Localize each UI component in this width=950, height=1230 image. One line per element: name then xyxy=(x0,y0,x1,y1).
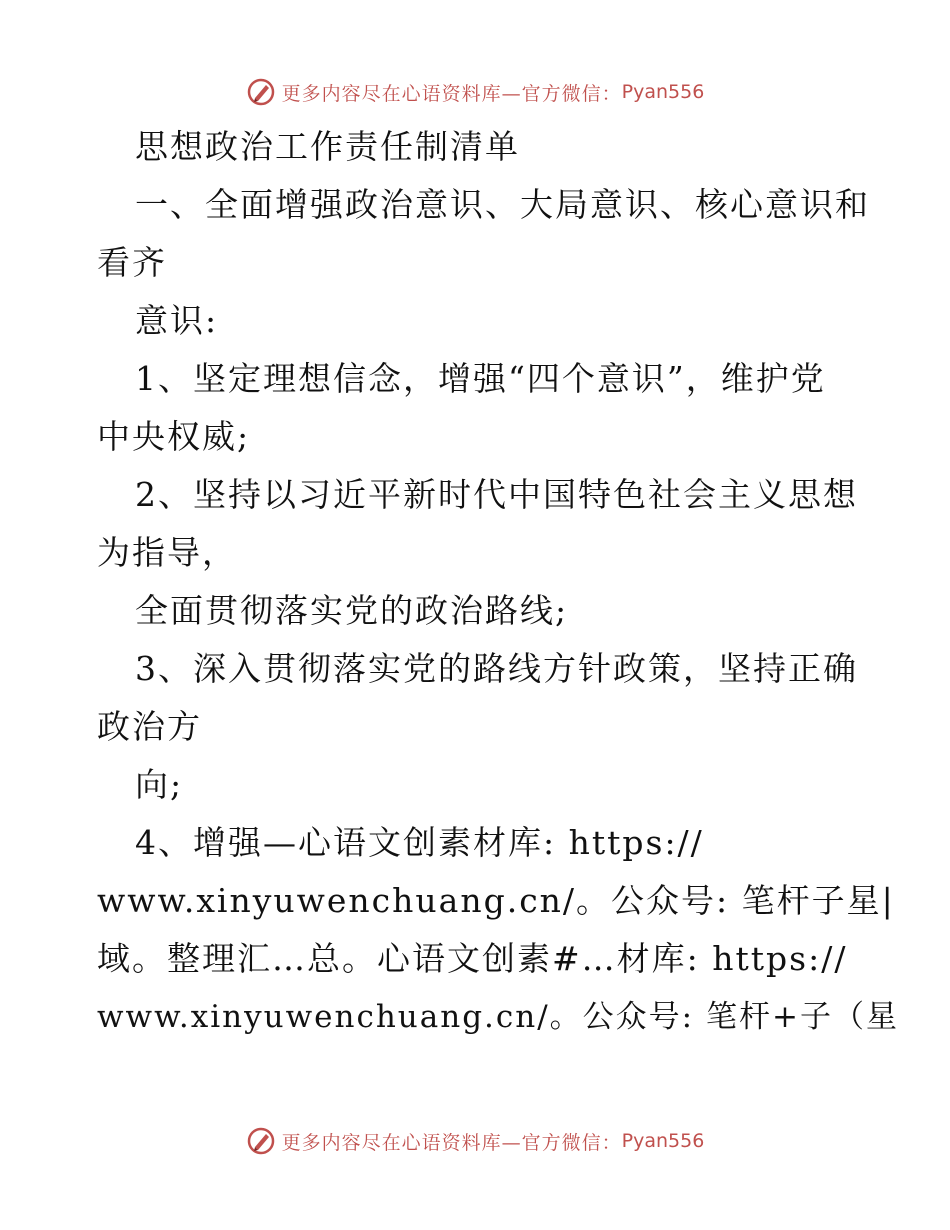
pen-logo-icon xyxy=(246,77,276,107)
text-line: 向; xyxy=(135,765,184,804)
text-line: 看齐 xyxy=(97,243,167,282)
text-line: 域。整理汇…总。心语文创素#…材库: https:// xyxy=(97,939,848,978)
text-line: 中央权威; xyxy=(97,417,251,456)
text-line: www.xinyuwenchuang.cn/。公众号: 笔杆+子（星 xyxy=(97,999,899,1035)
text-line: 2、坚持以习近平新时代中国特色社会主义思想 xyxy=(135,475,858,514)
watermark-text: 更多内容尽在心语资料库—官方微信： xyxy=(281,82,622,105)
text-line: 3、深入贯彻落实党的路线方针政策，坚持正确 xyxy=(135,649,858,688)
text-line: 为指导， xyxy=(97,533,237,572)
pen-logo-icon xyxy=(246,1126,276,1156)
text-line: 1、坚定理想信念，增强“四个意识”，维护党 xyxy=(135,359,826,398)
text-line: www.xinyuwenchuang.cn/。公众号: 笔杆子星| xyxy=(97,881,895,920)
text-line: 一、全面增强政治意识、大局意识、核心意识和 xyxy=(135,185,870,224)
footer-watermark xyxy=(0,1121,950,1161)
document-title: 思想政治工作责任制清单 xyxy=(135,127,520,166)
text-line: 4、增强—心语文创素材库: https:// xyxy=(135,823,704,862)
watermark-contact: Pyan556 xyxy=(621,81,705,103)
watermark-contact: Pyan556 xyxy=(621,1130,705,1152)
watermark-text: 更多内容尽在心语资料库—官方微信： xyxy=(281,1131,622,1154)
header-watermark xyxy=(0,72,950,112)
text-line: 全面贯彻落实党的政治路线; xyxy=(135,591,569,630)
text-line: 意识: xyxy=(135,301,219,340)
text-line: 政治方 xyxy=(97,707,202,746)
